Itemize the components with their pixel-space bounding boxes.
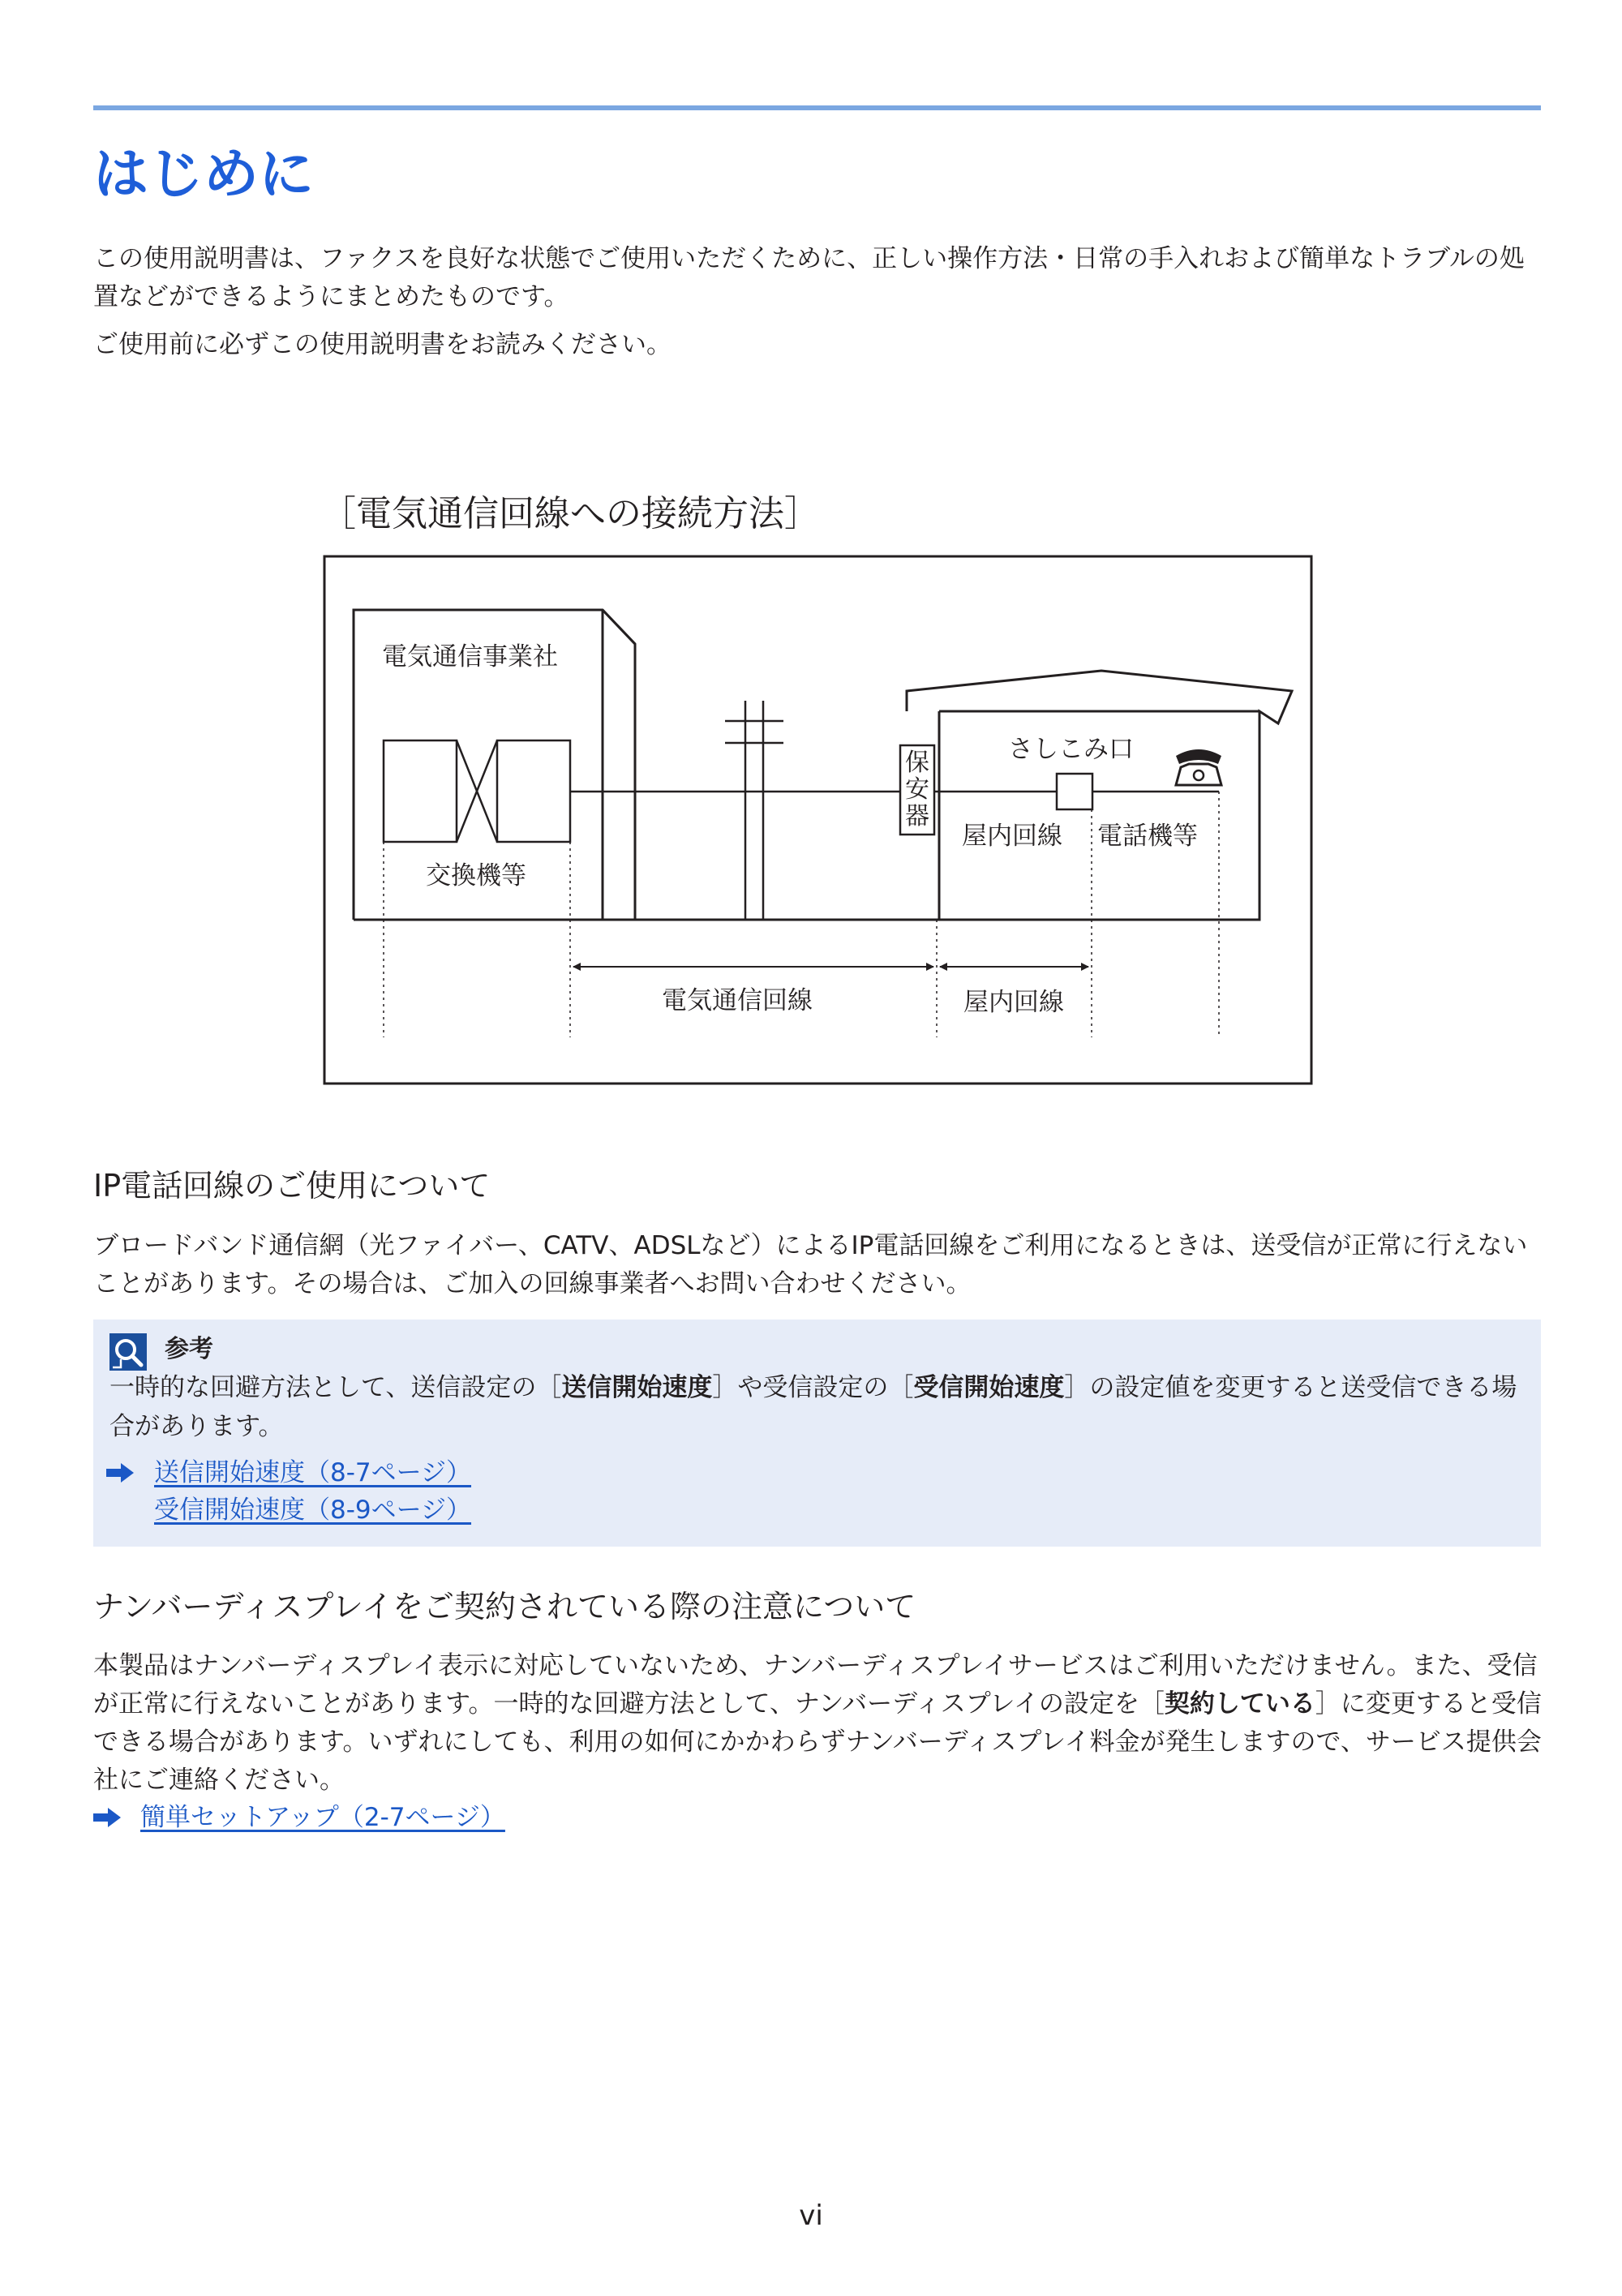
nd-body-part: 本製品はナンバーディスプレイ表示に対応していないため、ナンバーディスプレイサービスはご利用いただけません。また、受信が正常に行えないことがあります。一時的な回避方法として、ナンバーディスプレイの設定を［ <box>93 1651 1538 1719</box>
exchange-equipment <box>384 740 570 842</box>
utility-pole <box>725 701 783 920</box>
nd-section-heading: ナンバーディスプレイをご契約されている際の注意について <box>93 1589 916 1624</box>
telecom-company-label: 電気通信事業社 <box>382 642 558 671</box>
note-text-part: 一時的な回避方法として、送信設定の［ <box>109 1373 562 1402</box>
note-setting-receive-speed: 受信開始速度 <box>913 1373 1065 1402</box>
indoor-line-span-label: 屋内回線 <box>963 988 1064 1016</box>
telephone-label: 電話機等 <box>1097 822 1198 850</box>
note-text-part: ］や受信設定の［ <box>712 1373 914 1402</box>
jack-box <box>1057 774 1092 809</box>
protector-char: 保 <box>905 749 929 776</box>
ip-section-body: ブロードバンド通信網（光ファイバー、CATV、ADSLなど）によるIP電話回線をご利用になるときは、送受信が正常に行えないことがあります。その場合は、ご加入の回線事業者へお問い合わせください。 <box>93 1231 1528 1298</box>
indoor-line-label: 屋内回線 <box>962 822 1062 850</box>
arrow-right-icon <box>106 1463 134 1483</box>
nd-body-part: ］に変更すると受信できる場合があります。いずれにしても、利用の如何にかかわらずナンバーディスプレイ料金が発生しますので、サービス提供会社にご連絡ください。 <box>93 1689 1542 1795</box>
jack-label: さしこみ口 <box>1008 735 1134 763</box>
note-setting-send-speed: 送信開始速度 <box>561 1373 713 1402</box>
ip-section-heading: IP電話回線のご使用について <box>93 1168 491 1204</box>
nd-setting-contracted: 契約している <box>1164 1689 1315 1719</box>
link-send-start-speed[interactable]: 送信開始速度（8-7ページ） <box>154 1458 472 1487</box>
arrow-right-icon <box>93 1808 121 1827</box>
nd-section-body <box>93 1647 1545 1800</box>
intro-notice: ご使用前に必ずこの使用説明書をお読みください。 <box>93 330 672 359</box>
intro-paragraph: この使用説明書は、ファクスを良好な状態でご使用いただくために、正しい操作方法・日常の手入れおよび簡単なトラブルの処置などができるようにまとめたものです。 <box>93 244 1525 311</box>
link-receive-start-speed[interactable]: 受信開始速度（8-9ページ） <box>154 1496 472 1525</box>
link-easy-setup[interactable]: 簡単セットアップ（2-7ページ） <box>140 1803 505 1832</box>
diagram-frame <box>324 556 1311 1084</box>
connection-diagram <box>323 555 1314 1086</box>
exchange-label: 交換機等 <box>426 861 526 890</box>
telecom-line-span-label: 電気通信回線 <box>662 986 813 1015</box>
protector-char: 器 <box>905 803 929 830</box>
note-magnifier-icon <box>109 1333 147 1371</box>
protector-char: 安 <box>905 776 929 803</box>
note-box <box>93 1320 1541 1547</box>
note-text-part: ］の設定値を変更すると送受信できる場合があります。 <box>109 1373 1517 1441</box>
note-label: 参考 <box>165 1335 213 1363</box>
top-rule <box>93 105 1541 110</box>
diagram-title: ［電気通信回線への接続方法］ <box>320 493 820 534</box>
page-title: はじめに <box>93 143 315 207</box>
note-text <box>109 1368 1525 1446</box>
page-number: vi <box>799 2199 823 2232</box>
telephone-icon <box>1176 749 1221 785</box>
